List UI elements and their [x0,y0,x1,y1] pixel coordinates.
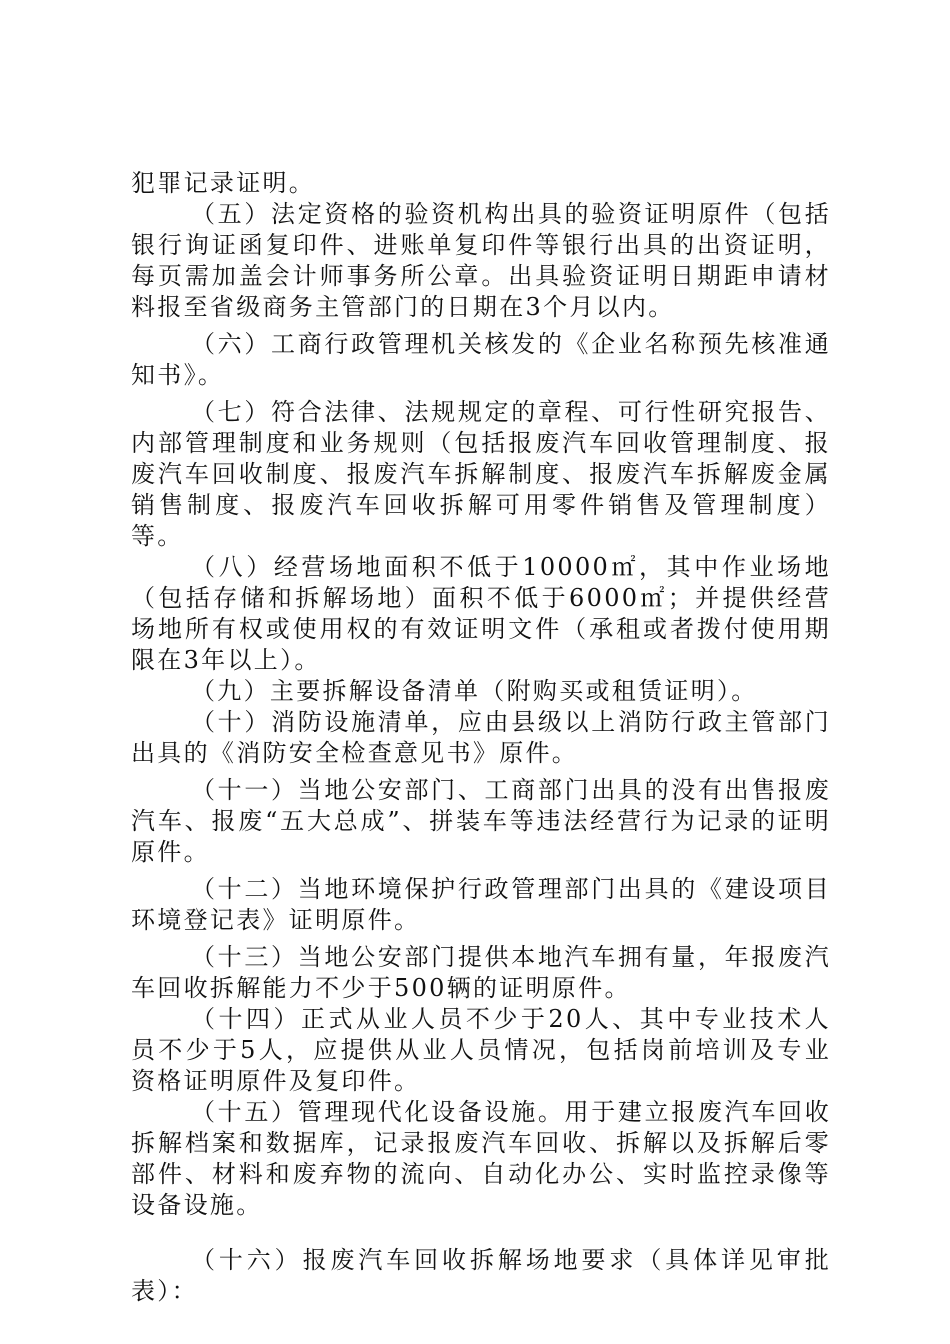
paragraph-item-13: （十三）当地公安部门提供本地汽车拥有量，年报废汽车回收拆解能力不少于500辆的证明原件。 [131,943,831,1002]
document-body [131,168,831,1307]
paragraph-item-11: （十一）当地公安部门、工商部门出具的没有出售报废汽车、报废“五大总成”、拼装车等违法经营行为记录的证明原件。 [131,776,831,866]
paragraph-item-14: （十四）正式从业人员不少于20人、其中专业技术人员不少于5人，应提供从业人员情况，包括岗前培训及专业资格证明原件及复印件。 [131,1005,831,1095]
paragraph-item-16: （十六）报废汽车回收拆解场地要求（具体详见审批表）： [131,1246,831,1305]
paragraph-item-7: （七）符合法律、法规规定的章程、可行性研究报告、内部管理制度和业务规则（包括报废汽车回收管理制度、报废汽车回收制度、报废汽车拆解制度、报废汽车拆解废金属销售制度、报废汽车回收拆解可用零件销售及管理制度）等。 [131,398,831,550]
paragraph-item-5: （五）法定资格的验资机构出具的验资证明原件（包括银行询证函复印件、进账单复印件等银行出具的出资证明，每页需加盖会计师事务所公章。出具验资证明日期距申请材料报至省级商务主管部门的日期在3个月以内。 [131,200,831,321]
paragraph-item-6: （六）工商行政管理机关核发的《企业名称预先核准通知书》。 [131,330,831,389]
paragraph-continuation: 犯罪记录证明。 [131,169,316,197]
paragraph-item-8: （八）经营场地面积不低于10000㎡，其中作业场地（包括存储和拆解场地）面积不低于6000㎡；并提供经营场地所有权或使用权的有效证明文件（承租或者拨付使用期限在3年以上）。 [131,553,831,674]
paragraph-item-15: （十五）管理现代化设备设施。用于建立报废汽车回收拆解档案和数据库，记录报废汽车回收、拆解以及拆解后零部件、材料和废弃物的流向、自动化办公、实时监控录像等设备设施。 [131,1098,831,1219]
paragraph-item-12: （十二）当地环境保护行政管理部门出具的《建设项目环境登记表》证明原件。 [131,875,831,934]
paragraph-item-10: （十）消防设施清单，应由县级以上消防行政主管部门出具的《消防安全检查意见书》原件。 [131,708,831,767]
paragraph-item-9: （九）主要拆解设备清单（附购买或租赁证明）。 [191,677,758,705]
